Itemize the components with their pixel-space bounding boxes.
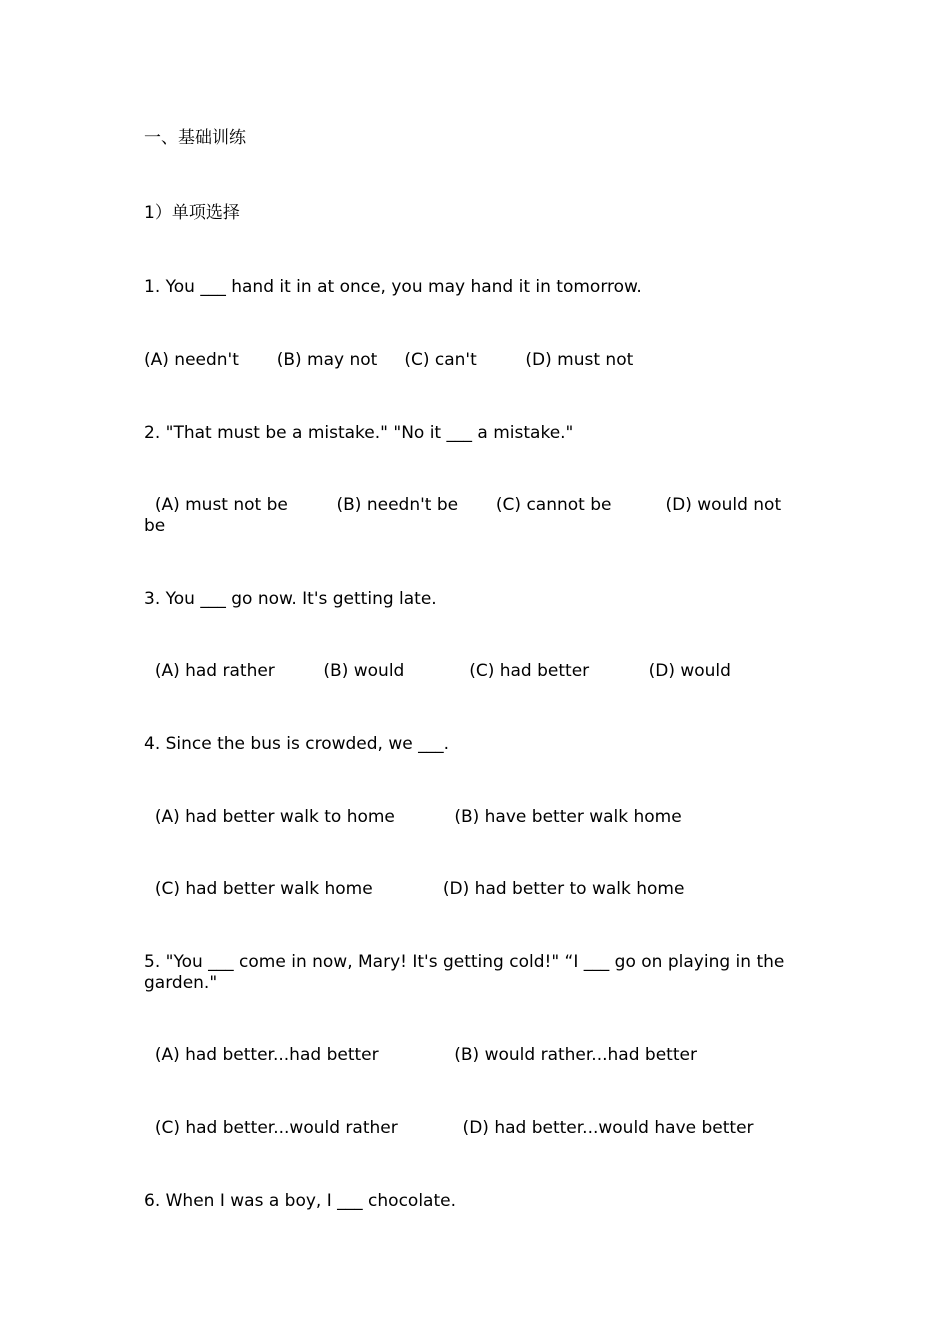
question-4-options-ab: (A) had better walk to home (B) have better walk home <box>144 807 682 827</box>
question-3-options: (A) had rather (B) would (C) had better (D) would <box>144 661 731 681</box>
question-1-stem: 1. You ___ hand it in at once, you may hand it in tomorrow. <box>144 277 642 297</box>
question-1-options: (A) needn't (B) may not (C) can't (D) must not <box>144 350 634 370</box>
question-5-options-ab: (A) had better...had better (B) would rather...had better <box>144 1045 697 1065</box>
question-2-options: (A) must not be (B) needn't be (C) cannot be (D) would not be <box>144 495 787 536</box>
question-5-options-cd: (C) had better...would rather (D) had better...would have better <box>144 1118 754 1138</box>
question-6-stem: 6. When I was a boy, I ___ chocolate. <box>144 1191 456 1211</box>
section-heading: 一、基础训练 <box>144 128 246 148</box>
question-4-options-cd: (C) had better walk home (D) had better to walk home <box>144 879 685 899</box>
question-2-stem: 2. "That must be a mistake." "No it ___ a mistake." <box>144 423 574 443</box>
subsection-heading: 1）单项选择 <box>144 203 240 223</box>
question-5-stem: 5. "You ___ come in now, Mary! It's getting cold!" “I ___ go on playing in the garden." <box>144 952 790 993</box>
question-3-stem: 3. You ___ go now. It's getting late. <box>144 589 437 609</box>
question-4-stem: 4. Since the bus is crowded, we ___. <box>144 734 450 754</box>
